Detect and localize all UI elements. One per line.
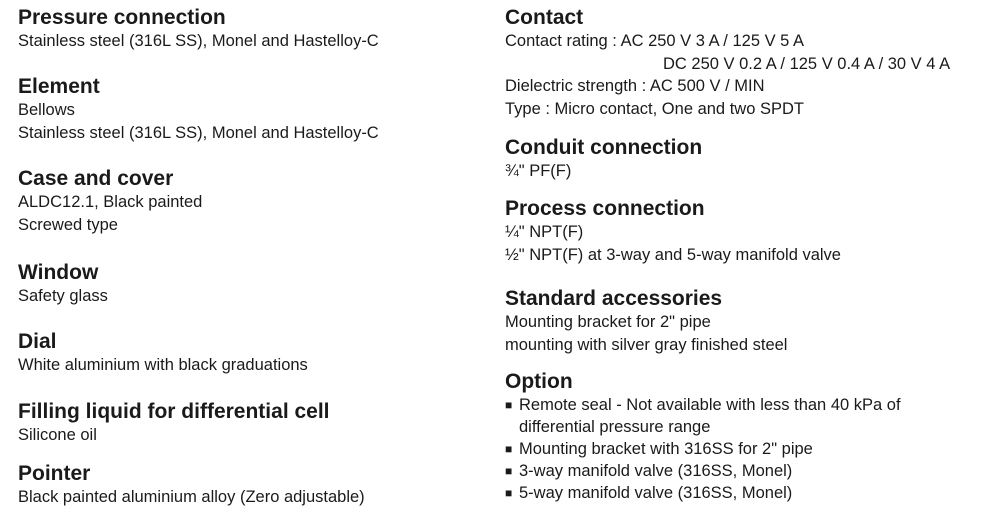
section-title: Dial [18,330,57,353]
section-title: Process connection [505,197,705,220]
bullet-square-icon: ■ [505,442,513,456]
section-line: ¼" NPT(F) [505,223,584,241]
section-option [505,370,995,504]
option-item-line: differential pressure range [519,418,711,436]
section-line: Screwed type [18,215,118,234]
bullet-square-icon: ■ [505,398,513,412]
section-line: Bellows [18,101,75,119]
option-item-line: 3-way manifold valve (316SS, Monel) [519,462,793,480]
section-title: Pointer [18,462,91,485]
contact-type: Type : Micro contact, One and two SPDT [505,99,804,118]
section-line: Safety glass [18,287,108,305]
section-line: Mounting bracket for 2" pipe [505,313,711,331]
section-title: Standard accessories [505,287,723,310]
contact-rating-dc: DC 250 V 0.2 A / 125 V 0.4 A / 30 V 4 A [663,54,951,73]
contact-rating-ac: Contact rating : AC 250 V 3 A / 125 V 5 A [505,32,805,50]
section-line: Stainless steel (316L SS), Monel and Hastelloy-C [18,32,379,50]
section-conduit-connection [505,136,995,183]
option-item-text [519,394,901,438]
option-item [505,438,995,460]
option-item [505,482,995,504]
section-line: mounting with silver gray finished steel [505,335,788,354]
section-line: ALDC12.1, Black painted [18,193,203,211]
section-pressure-connection [18,6,488,53]
section-window [18,261,488,308]
option-item-line: Mounting bracket with 316SS for 2" pipe [519,440,813,458]
section-line: ½" NPT(F) at 3-way and 5-way manifold valve [505,245,841,264]
bullet-square-icon: ■ [505,464,513,478]
option-item [505,394,995,438]
section-title: Conduit connection [505,136,703,159]
section-standard-accessories [505,287,995,356]
option-item-line: Remote seal - Not available with less than 40 kPa of [519,396,901,414]
section-title: Window [18,261,99,284]
section-title: Element [18,75,100,98]
section-case-and-cover [18,167,488,236]
section-filling-liquid [18,400,488,447]
section-element [18,75,488,144]
section-contact [505,6,995,120]
section-pointer [18,462,488,509]
dielectric-strength: Dielectric strength : AC 500 V / MIN [505,77,765,95]
section-line: White aluminium with black graduations [18,356,308,374]
option-item [505,460,995,482]
section-title: Pressure connection [18,6,226,29]
section-title: Case and cover [18,167,174,190]
section-title: Filling liquid for differential cell [18,400,330,423]
bullet-square-icon: ■ [505,486,513,500]
section-title: Option [505,370,573,393]
section-line: Silicone oil [18,426,97,444]
section-title: Contact [505,6,584,29]
option-item-line: 5-way manifold valve (316SS, Monel) [519,484,793,502]
section-process-connection [505,197,995,266]
section-line: Black painted aluminium alloy (Zero adjustable) [18,488,365,506]
section-line: Stainless steel (316L SS), Monel and Hastelloy-C [18,123,379,142]
section-dial [18,330,488,377]
section-line: ¾" PF(F) [505,162,572,180]
